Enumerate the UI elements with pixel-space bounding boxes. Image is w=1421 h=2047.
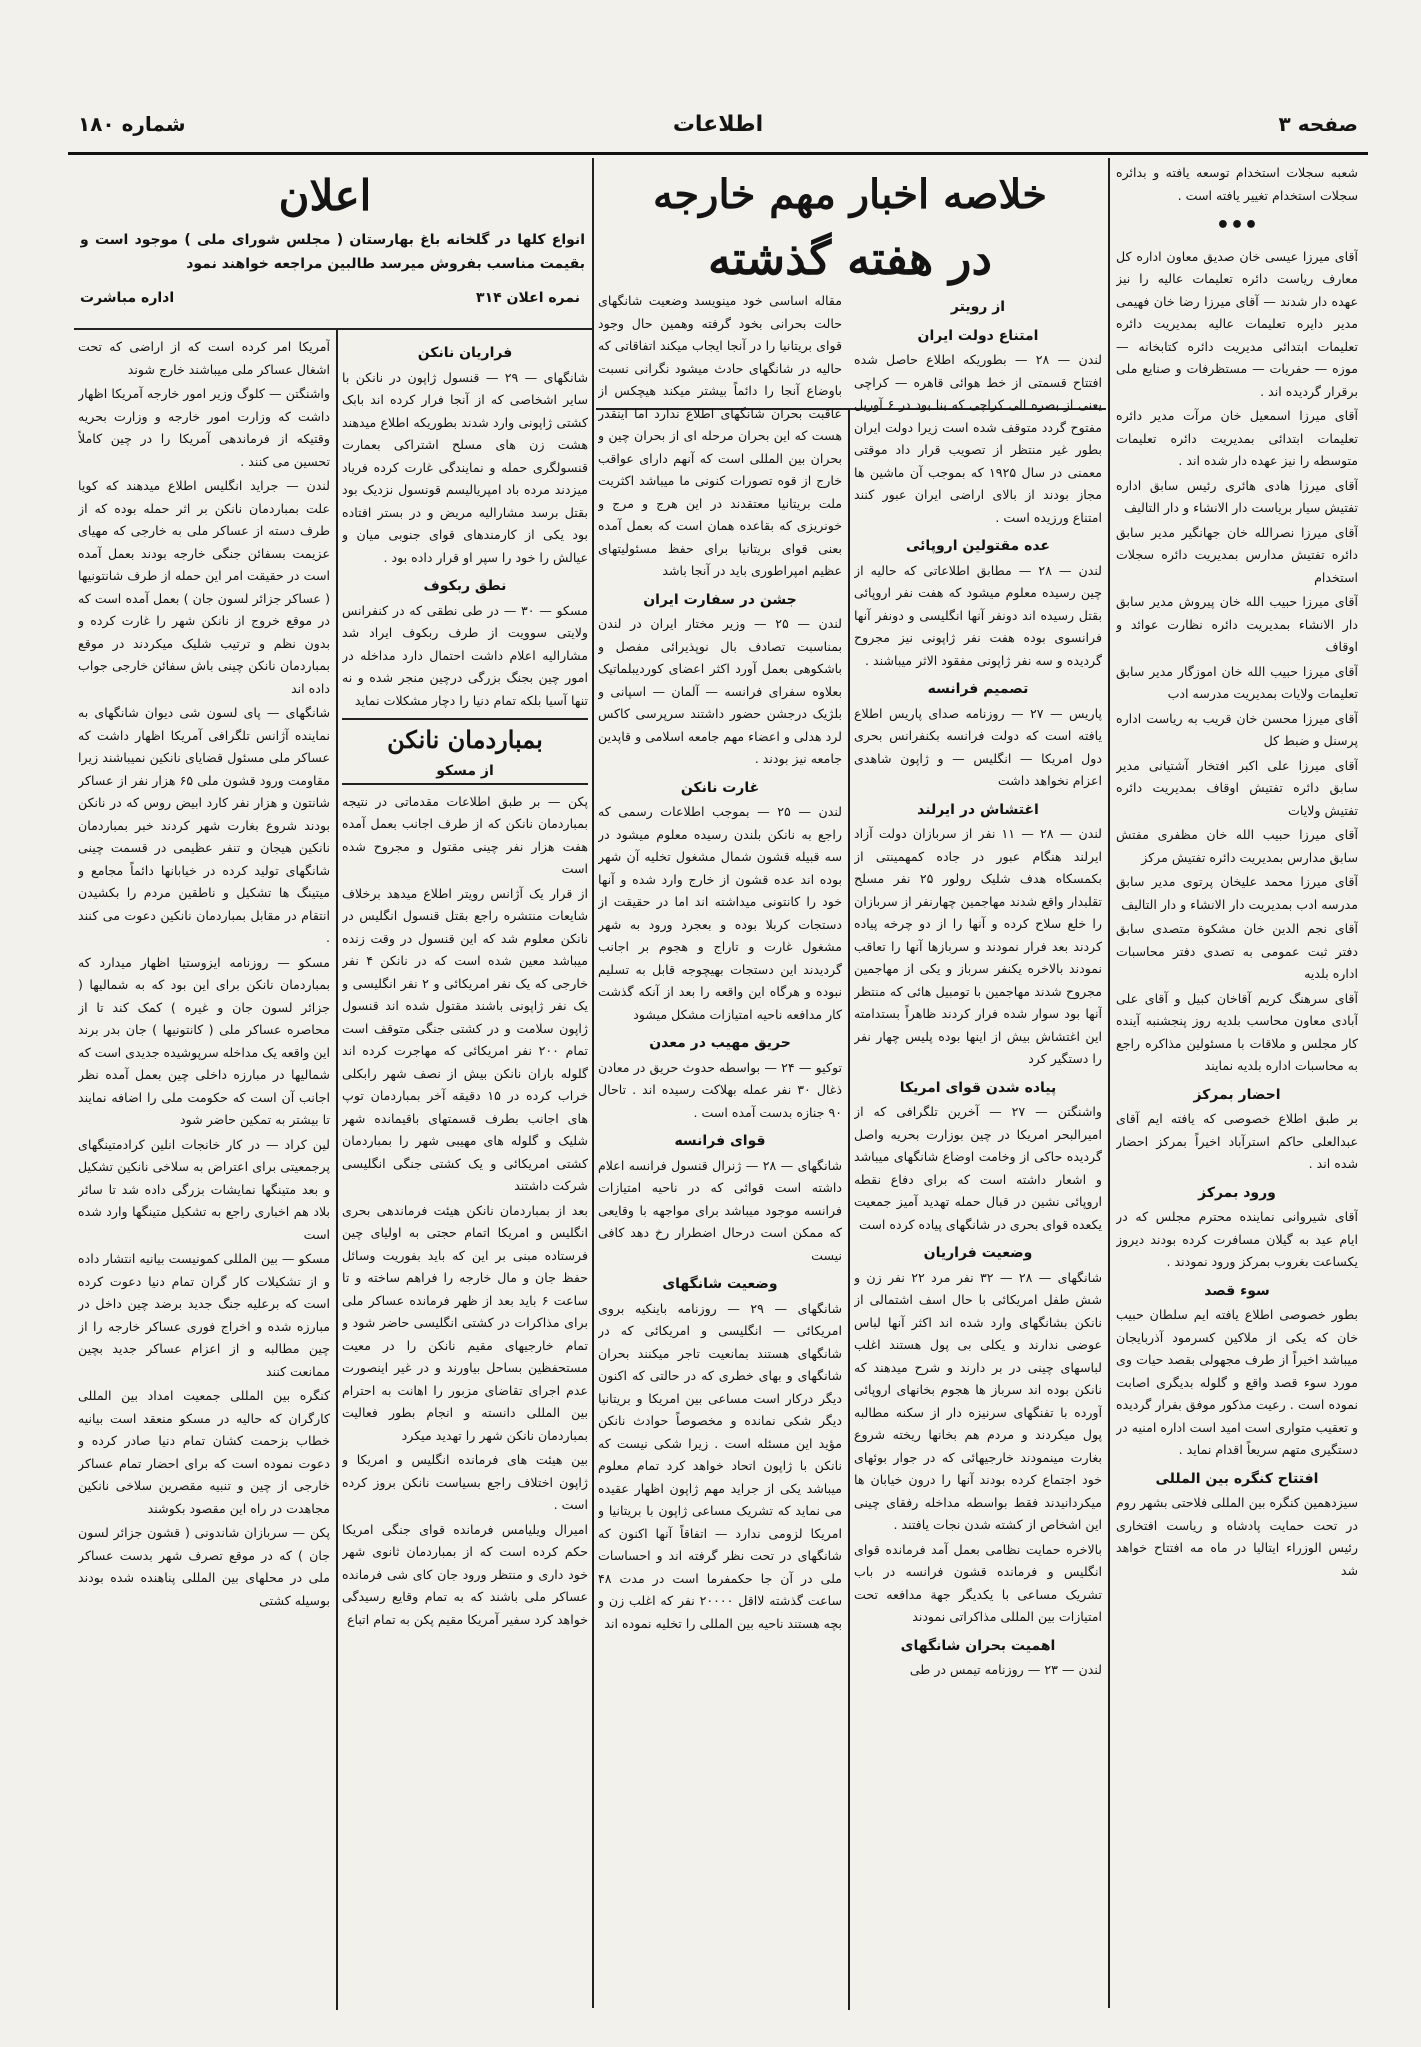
article-text: شانگهای — ۲۹ — قنسول ژاپون در نانکن با سایر اشخاصی که از آنجا فرار کرده اند بابک کشتی ژاپونی وارد شدند بطوریکه اطلاع میدهند هشت زن های مسلح اشتراکی بعمارت قنسولگری حمله و نمایندگی غارت کرده فریاد میزدند مرده باد امپریالیسم قونسول نزدیک بود بقتل برسد مشارالیه مریض و در بستر افتاده بود یکی از کارمندهای قوای جنوبی میان و عیالش را خود را سپر او قرار داده بود . [342, 369, 588, 565]
article-subhead: اهمیت بحران شانگهای [900, 1637, 1056, 1654]
article-text: بالاخره حمایت نظامی بعمل آمد فرمانده قوای انگلیس و فرمانده قشون فرانسه در باب تشریک مساعی با یکدیگر جهة مدافعه تحت امتیازات بین المللی مذاکراتی نمودند [854, 1541, 1102, 1624]
domestic-news-column [1116, 162, 1358, 2002]
news-source: از رویتر [950, 299, 1006, 315]
editorial-text: مقاله اساسی خود مینویسد وضعیت شانگهای حالت بحرانی بخود گرفته وهمین حال وجود قوای بریتانیا را در آنجا ایجاب میکند اتفاقاتی که حالیه در شانگهای حادث میشود نگرانی نسبت باوضاع آنجا را دائماً بیشتر میکند هیچکس از عاقبت بحران شانگهای اطلاع ندارد اما اینقدر هست که این بحران مرحله ای از بحران چین و بحران بین المللی است که آنهم دارای عواقب خارج از قوه تصورات کنونی ما میباشد اکثریت ملت بریتانیا معتقدند در این هرج و مرج و خونریزی که بقاعده همان است که بعمل آمده بعنی قوای بریتانیا برای حفظ مسئولیتهای عظیم امپراطوری باید در آنجا باشد [598, 293, 842, 578]
appointment-item: آقای میرزا اسمعیل خان مرآت مدیر دائره تعلیمات ابتدائی بمدیریت دائره تعلیمات متوسطه را نیز عهده دار شده اند . [1116, 408, 1358, 468]
article-text: امیرال ویلیامس فرمانده قوای جنگی امریکا حکم کرده است که از بمباردمان ثانوی شهر خود داری و منتظر ورود جان کای شی فرمانده عساکر ملی باشند که به تمام وقایع رسیدگی خواهد کرد سفیر آمریکا مقیم پکن به تمام اتباع [342, 1521, 588, 1627]
header-rule [68, 152, 1368, 155]
article-subhead: پیاده شدن قوای امریکا [899, 1079, 1057, 1096]
headline-line-2: در هفته گذشته [708, 231, 992, 285]
article-text: آمریکا امر کرده است که از اراضی که تحت اشغال عساکر ملی میباشند خارج شوند [78, 339, 330, 377]
column-divider [592, 158, 594, 2008]
article-text: لندن — ۲۳ — روزنامه تیمس در طی [909, 1662, 1102, 1677]
article-subhead: نطق ربکوف [423, 578, 507, 594]
article-subhead: عده مقتولین اروپائی [906, 538, 1050, 554]
foreign-news-column-right [854, 290, 1102, 2006]
section-rule [74, 328, 592, 330]
article-text: مسکو — روزنامه ایزوستیا اظهار میدارد که بمباردمان نانکن برای این بود که به شمالیها ( جزائر لسون جان و غیره ) کمک کند تا از محاصره عساکر ملی ( کانتونیها ) جان بدر برند این واقعه یک مداخله سرپوشیده جدیدی است که شمالیها در مبارزه داخلی چین بعمل آمده نظر اجانب آن است که حکومت ملی را اضافه نمایند تا بیشتر به تمکین حاضر شود [78, 954, 330, 1127]
article-text: بطور خصوصی اطلاع یافته ایم سلطان حبیب خان که یکی از ملاکین کسرمود آذربایجان میباشد اخیراً از طرف مجهولی بقصد حیات وی مورد سوء قصد واقع و گلوله بدیگری اصابت نموده است . رعیت مذکور موفق بفرار گردیده و تعقیب متواری است امید است اداره امنیه در دستگیری متهم سریعاً اقدام نماید . [1116, 1307, 1358, 1457]
column-divider [336, 330, 338, 2010]
appointment-item: آقای میرزا محمد علیخان پرتوی مدیر سابق مدرسه ادب بمدیریت دار الانشاء و دار التالیف [1116, 874, 1358, 912]
article-text: آقای شیروانی نماینده محترم مجلس که در ایام عید به گیلان مسافرت کرده بودند دیروز یکساعت بغروب بمرکز ورود نمودند . [1116, 1209, 1358, 1269]
nanking-column [342, 336, 588, 2006]
article-subhead: وضعیت فراریان [923, 1245, 1033, 1261]
article-text: واشنگتن — ۲۷ — آخرین تلگرافی که از امیرالبحر امریکا در چین بوزارت بحریه واصل گردیده حاکی از وخامت اوضاع شانگهای میباشد و اشعار داشته است که برای دفاع نقطه اروپائی نشین در قبال حمله تهدید آمیز جمعیت یکعده قوای بحری در شانگهای پیاده کرده است [854, 1104, 1102, 1232]
article-subhead: تصمیم فرانسه [927, 681, 1029, 697]
appointment-item: آقای میرزا علی اکبر افتخار آشتیانی مدیر سابق دائره تفتیش اوقاف بمدیریت دائره تفتیش ولایات [1116, 757, 1358, 818]
article-subhead: وضعیت شانگهای [662, 1276, 778, 1292]
article-subhead: افتتاح کنگره بین المللی [1155, 1470, 1319, 1487]
article-text: بعد از بمباردمان نانکن هیئت فرماندهی بحری انگلیس و امریکا اتمام حجتی به اولیای چین فرستاده مبنی بر این که باید بفوریت وسائل حفظ جان و مال خارجه را فراهم ساخته و تا ساعت ۶ باید بعد از ظهر فرمانده عساکر ملی برای مذاکرات در کشتی انگلیسی حاضر شود و تمام خارجیهای مقیم نانکن را در معیت مستحفظین بساحل بیاورند و در غیر اینصورت عدم اجرای تقاضای مزبور را اهانت به احترام بین المللی دانسته و انجام بطور فعالیت بمباردمان نانکن شهر را تهدید میکرد [342, 1202, 588, 1443]
article-text: لندن — ۲۸ — بطوریکه اطلاع حاصل شده افتتاح قسمتی از خط هوائی قاهره — کراچی یعنی از بصره الی کراچی که بنا بود در ۶ آوریل مفتوح گردد متوقف شده است زیرا دولت ایران بطور غیر منتظر از تصویب قرار داد موقتی معمنی در سال ۱۹۲۵ که بموجب آن ماشین ها مجاز بودند از بالای اراضی ایران عبور کنند امتناع ورزیده است . [854, 352, 1102, 525]
ad-signature: اداره مباشرت [80, 290, 175, 306]
ad-title: اعلان [278, 171, 372, 220]
article-subhead: فراریان نانکن [417, 345, 513, 361]
article-text: لندن — ۲۸ — مطابق اطلاعاتی که حالیه از چین رسیده معلوم میشود که هفت نفر اروپائی بقتل رسیده اند دونفر آنها انگلیسی و دونفر آنها فرانسوی بوده هفت نفر ژاپونی نیز مجروح گردیده و سه نفر ژاپونی مفقود الاثر میباشند . [854, 562, 1102, 668]
article-subhead: اغتشاش در ایرلند [917, 801, 1039, 818]
bombardment-title: بمباردمان نانکن [387, 725, 543, 754]
appointment-item: آقای میرزا عیسی خان صدیق معاون اداره کل معارف ریاست دائره تعلیمات عالیه را نیز عهده دار شدند — آقای میرزا رضا خان فهیمی مدیر دایره تعلیمات عالیه بمدیریت دائره تعلیمات ابتدائی مدیریت دائره کتابخانه — موزه — حفریات — مستظرفات و صنایع ملی برقرار گردیده اند . [1116, 248, 1358, 399]
article-text: سیزدهمین کنگره بین المللی فلاحتی بشهر روم در تحت حمایت پادشاه و ریاست افتخاری رئیس الوزراء ایتالیا در ماه مه افتتاح خواهد شد [1116, 1495, 1358, 1578]
article-text: از قرار یک آژانس رویتر اطلاع میدهد برخلاف شایعات منتشره راجع بقتل قنسول انگلیس در نانکن معلوم شد که این قنسول در وقت زنده میباشد معین شده است که در نانکن ۴ نفر خارجی که یک نفر امریکائی و ۲ نفر انگلیسی و یک نفر ژاپونی باشند مقتول شده اند قنسول ژاپون سلامت و در کشتی جنگی متوقف است تمام ۲۰۰ نفر امریکائی که مهاجرت کرده اند گلوله باران نانکن بیش از نصف شهر رابکلی خراب کرده در ۱۵ دقیقه آخر بمباردمان توپ های اجانب بطرف قسمتهای باقیمانده شهر شلیک و گلوله های مهیبی شهر را بمباردمان کشتی امریکائی و یک کشتی جنگی انگلیسی شرکت داشتند [342, 885, 588, 1193]
appointment-item: آقای میرزا حبیب الله خان اموزگار مدیر سابق تعلیمات ولایات بمدیریت مدرسه ادب [1116, 663, 1358, 701]
article-text: شعبه سجلات استخدام توسعه یافته و بدائره سجلات استخدام تغییر یافته است . [1116, 165, 1358, 203]
foreign-news-column-left [598, 290, 842, 2006]
appointment-item: آقای میرزا محسن خان قریب به ریاست اداره پرسنل و ضبط کل [1116, 710, 1358, 748]
article-subhead: قوای فرانسه [674, 1133, 766, 1149]
article-text: لین کراد — در کار خانجات انلین کرادمتینگهای پرجمعیتی برای اعتراض به سلاخی نانکین تشکیل و بعد متینگها نمایشات بزرگی داده شد تا سائر بلاد هم اخباری راجع به تشکیل متینگها وارد شده است [78, 1136, 330, 1242]
article-text: واشنگتن — کلوگ وزیر امور خارجه آمریکا اظهار داشت که وزارت امور خارجه و وزارت بحریه وقتیکه از فرماندهی آمریکا را در چین کاملاً تحسین می کنند . [78, 386, 330, 469]
article-text: لندن — ۲۸ — ۱۱ نفر از سربازان دولت آزاد ایرلند هنگام عبور در جاده کمهمینتی از بکمسکاه هدف شلیک رولور ۲۵ نفر مسلح تقلبدار واقع شدند مهاجمین چهارنفر از سربازان را خلع سلاح کرده و آنها را از دو چرخه پیاده کردند بعد فرار نمودند و سربازها آنها را تعاقب نمودند بالاخره یکنفر سرباز و یکی از مهاجمین مجروح شدند مهاجمین با تومبیل هائی که منتظر آنها بود سوار شده فرار کردند ظاهراً بستدامته این اغتشاش بیش از اینها بوده پلیس چهار نفر را دستگیر کرد [854, 826, 1102, 1066]
article-text: بر طبق اطلاع خصوصی که یافته ایم آقای عبدالعلی حاکم استرآباد اخیراً بمرکز احضار شده اند . [1116, 1111, 1358, 1171]
article-text: شانگهای — ۲۹ — روزنامه باینکیه بروی امریکائی — انگلیسی و امریکائی که در شانگهای هستند بمانعیت تاجر میکنند بحران شانگهای و بهای خطری که در حالتی که اکنون دیگر درکار است مساعی بین امریکا و بریتانیا دیگر شکی نمانده و مخصوصاً حوادث نانکن مؤید این مسئله است . زیرا شکی نیست که نانکن با ژاپون اتحاد خواهد کرد تمام معلوم میباشد یکی از جراید مهم ژاپون اظهار عقیده می نماید که تشریک مساعی ژاپون با بریتانیا و امریکا لزومی ندارد — اتفاقاً آنها اکنون که شانگهای در تحت نظر گرفته اند و احساسات ملی در آن جا حکمفرما است در مدت ۴۸ ساعت گذشته لااقل ۲۰۰۰۰ نفر که اغلب زن و بچه هستند ناحیه بین المللی را تخلیه نموده اند [598, 1300, 842, 1631]
reactions-column [78, 336, 330, 2006]
bombardment-source: از مسکو [436, 763, 494, 779]
article-text: پاریس — ۲۷ — روزنامه صدای پاریس اطلاع یافته است که دولت فرانسه بکنفرانس بحری دول امریکا — انگلیس — و ژاپون شاهدی اعزام نخواهد داشت [854, 705, 1102, 788]
article-text: توکیو — ۲۴ — بواسطه حدوث حریق در معادن ذغال ۳۰ نفر عمله بهلاکت رسیده اند . تاحال ۹۰ جنازه بدست آمده است . [598, 1059, 842, 1120]
appointment-item: آقای میرزا حبیب الله خان پیروش مدیر سابق دار الانشاء بمدیریت دائره نظارت عوائد و اوقاف [1116, 594, 1358, 654]
page-number: صفحه ۳ [1278, 112, 1358, 136]
article-subhead: جشن در سفارت ایران [643, 591, 797, 608]
article-text: لندن — جراید انگلیس اطلاع میدهند که کویا علت بمباردمان نانکن بر اثر حمله بوده که از طرف دسته از عساکر ملی به خارجی که مهیای عزیمت بسفائن جنگی خارجه بودند بعمل آمده است در حقیقت امر این حمله از طرف شانتونیها ( عساکر جزائر لسون جان ) بعمل آمده است که در موقع خروج از نانکن شهر را غارت کرده و بدون نظم و ترتیب شلیک میکردند در موقع بمباردمان نانکن چینی باش سفائن خارجی جواب داده اند [78, 478, 330, 696]
appointment-item: آقای سرهنگ کریم آقاخان کبیل و آقای علی آبادی معاون محاسب بلدیه روز پنجشنبه آینده کار مجلس و ملاقات با مسئولین مذاکره راجع به محاسبات اداره بلدیه نمایند [1116, 990, 1358, 1073]
article-subhead: امتناع دولت ایران [917, 327, 1039, 344]
appointment-item: آقای میرزا حبیب الله خان مظفری مفتش سابق مدارس بمدیریت دائره تفتیش مرکز [1116, 827, 1358, 865]
article-subhead: احضار بمرکز [1193, 1086, 1281, 1103]
article-text: مسکو — بین المللی کمونیست بیانیه انتشار داده و از تشکیلات کار گران تمام دنیا دعوت کرده است که برعلیه جنگ جدید برضد چین داخل در مبارزه شده و اخراج فوری عساکر خارجه را از چین مطالبه و از اعزام عساکر جدید بچین ممانعت کنند [78, 1251, 330, 1379]
article-text: بین هیئت های فرمانده انگلیس و امریکا و ژاپون اختلاف راجع بسیاست نانکن بروز کرده است . [342, 1452, 588, 1512]
article-text: پکن — بر طبق اطلاعات مقدماتی در نتیجه بمباردمان نانکن که از طرف اجانب بعمل آمده هفت هزار نفر چینی مقتول و مجروح شده است [342, 793, 588, 876]
masthead: اطلاعات [672, 112, 764, 137]
appointment-item: آقای میرزا هادی هائری رئیس سابق اداره تفتیش سیار بریاست دار الانشاء و دار التالیف [1116, 477, 1358, 515]
article-subhead: غارت نانکن [680, 779, 760, 796]
article-text: مسکو — ۳۰ — در طی نطقی که در کنفرانس ولایتی سوویت از طرف ربکوف ایراد شد مشارالیه اعلام داشت احتمال دارد مداخله در امور چین بجنگ بزرگی درچین منجر شده و نه تنها آسیا بلکه تمام دنیا را دچار مشکلات نماید [342, 602, 588, 708]
issue-number: شماره ۱۸۰ [78, 112, 186, 136]
page-header [78, 112, 1358, 152]
column-divider [848, 410, 850, 2010]
ad-body: انواع کلها در گلخانه باغ بهارستان ( مجلس شورای ملی ) موجود است و بقیمت مناسب بفروش میرسد طالبین مراجعه خواهند نمود [80, 232, 585, 272]
separator-dots: ••• [1215, 213, 1259, 238]
ad-number: نمره اعلان ۳۱۴ [476, 290, 580, 306]
appointment-item: آقای نجم الدین خان مشکوة متصدی سابق دفتر ثبت عمومی به تصدی دفتر محاسبات اداره بلدیه [1116, 921, 1358, 981]
article-text: شانگهای — ۲۸ — ۳۲ نفر مرد ۲۲ نفر زن و شش طفل امریکائی با حال اسف اشتمالی از نانکن بشانگهای وارد شده اند اکثر آنها لباس عوضی ندارند و یکلی بی پول هستند اغلب لباسهای چینی در بر دارند و شرح میدهند که نانکن بوده اند سرباز ها هجوم بخانهای اروپائی آورده با تفنگهای سرنیزه دار از سکنه مطالبه پول میکردند و مردم هم بخانها ریخته شروع بغارت مینمودند خارجیهائی که در جوار بوئهای خود اجتماع کرده بودند آنها را درون خیابان ها میکردانیدند فقط بواسطه مداخله رفقای چینی این اشخاص از کشته شدن نجات یافتند . [854, 1269, 1102, 1532]
column-divider [1108, 158, 1110, 2008]
article-subhead: سوء قصد [1204, 1282, 1270, 1299]
article-text: کنگره بین المللی جمعیت امداد بین المللی کارگران که حالیه در مسکو منعقد است بیانیه خطاب بزحمت کشان تمام دنیا صادر کرده و دعوت نموده است که برای احضار تمام عساکر خارجی از چین و تنبیه مقصرین سلاخی نانکین مجاهدت در راه این مقصود بکوشند [78, 1388, 330, 1516]
article-text: پکن — سربازان شاندونی ( قشون جزائر لسون جان ) که در موقع تصرف شهر بدست عساکر ملی در محلهای بین المللی پناهنده شده بودند بوسیله کشتی [78, 1525, 330, 1608]
bombardment-box [342, 718, 588, 785]
appointment-item: آقای میرزا نصرالله خان جهانگیر مدیر سابق دائره تفتیش مدارس بمدیریت دائره سجلات استخدام [1116, 524, 1358, 585]
article-subhead: ورود بمرکز [1198, 1184, 1276, 1201]
article-subhead: حریق مهیب در معدن [649, 1035, 791, 1051]
article-text: لندن — ۲۵ — وزیر مختار ایران در لندن بمناسبت تصادف بال نوپذیرائی مفصل و باشکوهی بعمل آورد اکثر اعضای کوردیبلماتیک بعلاوه سفرای فرانسه — آلمان — اسپانی و بلژیک درجشن حضور داشتند سرپرسی کاکس لرد هدلی و اعضاء مهم جامعه اسلامی و قاپدین جامعه نیز بودند . [598, 616, 842, 766]
article-text: شانگهای — پای لسون شی دیوان شانگهای به نماینده آژانس تلگرافی آمریکا اظهار داشت که عساکر ملی مسئول قضایای نانکین نمیباشند زیرا مقاومت ورود قشون ملی ۶۵ هزار نفر از عساکر شانتون و هزار نفر کارد ابیض روس که در نانکن بودند شروع بغارت شهر کردند خبر بمباردمان نانکین هیجان و تنفر عظیمی در قسمت چینی شانگهای تولید کرده در خیابانها دائماً مجامع و میتینگ ها تشکیل و ناطقین مردم را بکشیدن انتقام در مقابل بمباردمان نانکین دعوت می کنند . [78, 705, 330, 945]
article-text: شانگهای — ۲۸ — ژنرال قنسول فرانسه اعلام داشته است قوائی که در ناحیه امتیازات فرانسه موجود میباشد برای مواجهه با وقایعی که ممکن است درحال اضطرار رخ دهد کافی نیست [598, 1157, 842, 1263]
article-text: لندن — ۲۵ — بموجب اطلاعات رسمی که راجع به نانکن بلندن رسیده معلوم میشود در سه قبیله قشون شمال مشغول تخلیه آن شهر بوده اند عده قشون از خارج وارد شده و آنها خود را کانتونی میداشته اند اما در حقیقت از دستجات کربلا بوده و بعجرد ورود به شهر مشغول غارت و تاراج و هجوم بر اجانب گردیدند این دستجات بهیچوجه قابل به تسلیم نبوده و هرگاه این واقعه را بعد از آنکه گذشت کار مدافعه ناحیه امتیازات مشکل میشود [598, 804, 842, 1022]
headline-line-1: خلاصه اخبار مهم خارجه [652, 171, 1048, 218]
